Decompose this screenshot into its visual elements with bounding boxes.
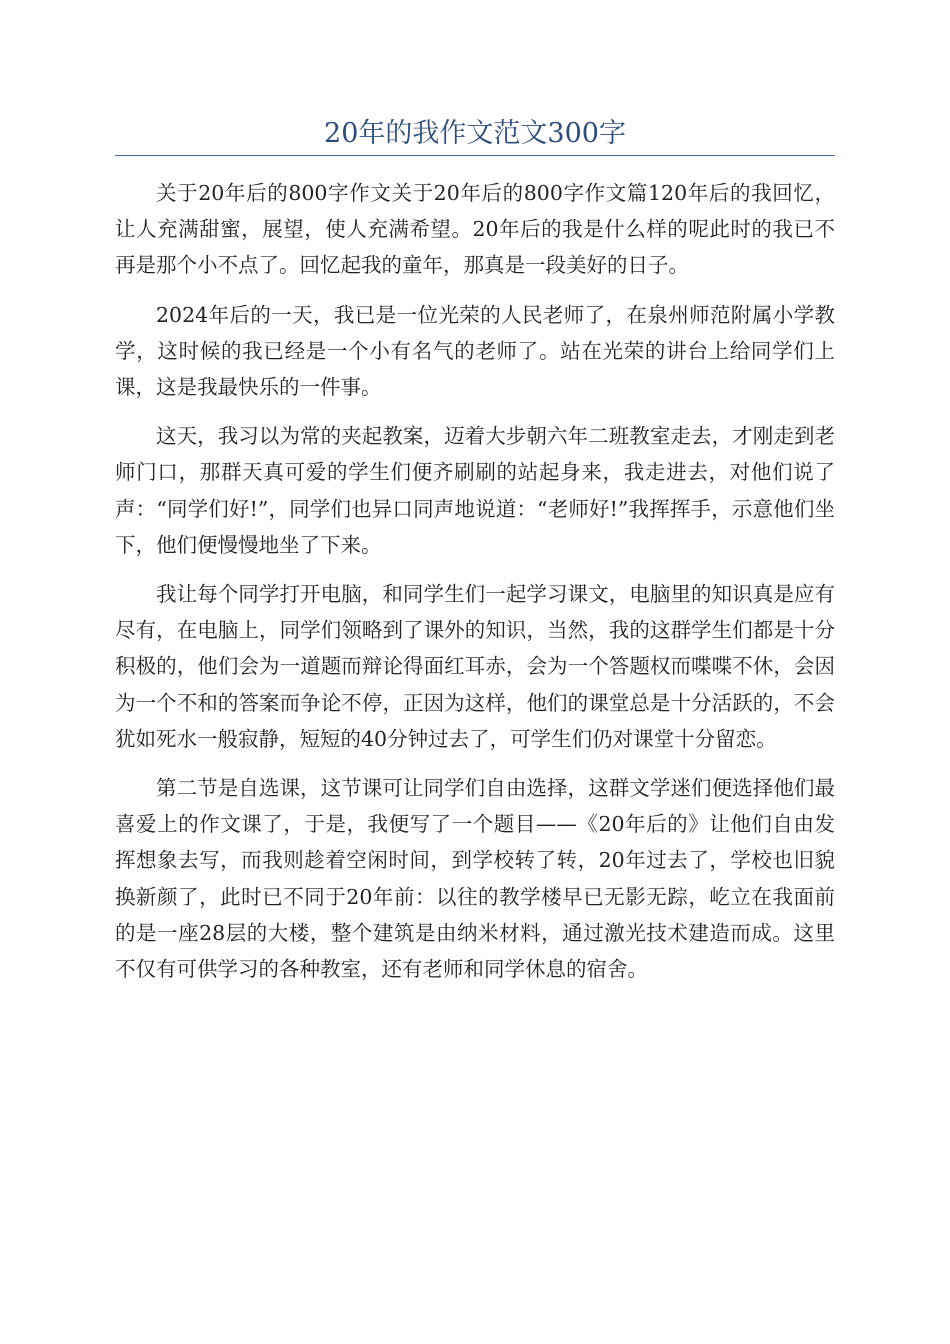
document-title: 20年的我作文范文300字 — [324, 118, 626, 149]
paragraph-4: 我让每个同学打开电脑，和同学生们一起学习课文，电脑里的知识真是应有尽有，在电脑上，同学们领略到了课外的知识，当然，我的这群学生们都是十分积极的，他们会为一道题而辩论得面红耳赤，会为一个答题权而喋喋不休，会因为一个不和的答案而争论不停，正因为这样，他们的课堂总是十分活跃的，不会犹如死水一般寂静，短短的40分钟过去了，可学生们仍对课堂十分留恋。 — [115, 582, 835, 751]
paragraph-3: 这天，我习以为常的夹起教案，迈着大步朝六年二班教室走去，才刚走到老师门口，那群天真可爱的学生们便齐刷刷的站起身来，我走进去，对他们说了声：“同学们好!”，同学们也异口同声地说道：“老师好!”我挥挥手，示意他们坐下，他们便慢慢地坐了下来。 — [115, 424, 835, 557]
paragraph-5: 第二节是自选课，这节课可让同学们自由选择，这群文学迷们便选择他们最喜爱上的作文课了，于是，我便写了一个题目——《20年后的》让他们自由发挥想象去写，而我则趁着空闲时间，到学校转了转，20年过去了，学校也旧貌换新颜了，此时已不同于20年前：以往的教学楼早已无影无踪，屹立在我面前的是一座28层的大楼，整个建筑是由纳米材料，通过激光技术建造而成。这里不仅有可供学习的各种教室，还有老师和同学休息的宿舍。 — [115, 776, 835, 982]
paragraph-2: 2024年后的一天，我已是一位光荣的人民老师了，在泉州师范附属小学教学，这时候的我已经是一个小有名气的老师了。站在光荣的讲台上给同学们上课，这是我最快乐的一件事。 — [115, 302, 835, 400]
document-body — [115, 175, 835, 1000]
paragraph-1: 关于20年后的800字作文关于20年后的800字作文篇120年后的我回忆，让人充满甜蜜，展望，使人充满希望。20年后的我是什么样的呢此时的我已不再是那个小不点了。回忆起我的童年，那真是一段美好的日子。 — [115, 181, 835, 278]
title-underline — [115, 155, 835, 156]
